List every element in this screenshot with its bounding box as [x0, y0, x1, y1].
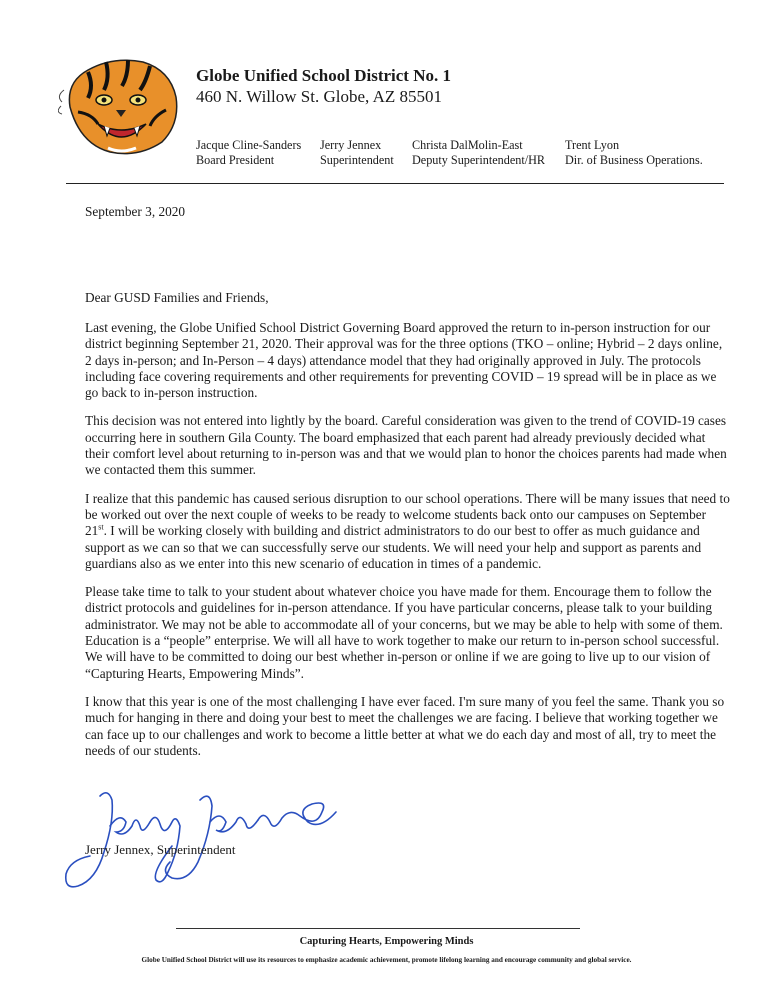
official-title: Board President	[196, 153, 275, 167]
letter-body	[85, 320, 730, 771]
official-board-president	[196, 138, 301, 168]
district-name: Globe Unified School District No. 1	[196, 66, 451, 85]
handwritten-signature	[60, 782, 340, 897]
paragraph-text: I realize that this pandemic has caused serious disruption to our school operations. There will be many issues that need to be worked out over the next couple of weeks to be ready to welcome students back onto our campuses on September 21	[85, 490, 730, 539]
official-name: Jacque Cline-Sanders	[196, 138, 302, 152]
ordinal-suffix: st	[98, 522, 104, 532]
letter-salutation: Dear GUSD Families and Friends,	[85, 290, 269, 305]
footer-motto: Capturing Hearts, Empowering Minds	[299, 936, 474, 947]
district-address: 460 N. Willow St. Globe, AZ 85501	[196, 87, 442, 106]
letter-paragraph: This decision was not entered into lightly by the board. Careful consideration was given to the trend of COVID-19 cases occurring here in southern Gila County. The board emphasized that each parent had already previously decided what their comfort level about returning to in-person was and that we would plan to honor the choices parents had made when we contacted them this summer.	[85, 413, 727, 478]
letter-paragraph: Please take time to talk to your student about whatever choice you have made for them. Encourage them to follow the district protocols and guidelines for in-person attendance. If you have particular concerns, please talk to your building administrator. We may not be able to accommodate all of your concerns, but we may be able to help with some of them. Education is a “people” enterprise. We will all have to work together to make our return to in-person school successful. We will have to be committed to doing our best whether in-person or online if we are going to live up to our vision of “Capturing Hearts, Empowering Minds”.	[85, 584, 723, 681]
letter-paragraph	[85, 491, 730, 572]
official-deputy-superintendent	[412, 138, 545, 168]
footer-divider	[176, 928, 580, 929]
footer-mission-statement: Globe Unified School District will use its resources to emphasize academic achievement, promote lifelong learning and encourage community and global service.	[141, 956, 632, 964]
signature-name: Jerry Jennex, Superintendent	[85, 842, 236, 857]
official-name: Jerry Jennex	[320, 138, 382, 152]
letter-date: September 3, 2020	[85, 204, 186, 219]
paragraph-text: . I will be working closely with building and district administrators to do our best to offer as much guidance and support as we can so that we can successfully serve our students. We will need your help and support as parents and guardians also as we enter into this new scenario of education in times of a pandemic.	[85, 523, 702, 571]
official-title: Superintendent	[320, 153, 394, 167]
official-title: Deputy Superintendent/HR	[412, 153, 546, 167]
tiger-head-logo	[58, 52, 188, 162]
official-name: Trent Lyon	[565, 138, 620, 152]
official-name: Christa DalMolin-East	[412, 138, 523, 152]
letter-paragraph: I know that this year is one of the most challenging I have ever faced. I'm sure many of you feel the same. Thank you so much for hanging in there and doing your best to meet the challenges we are facing. I believe that working together we can face up to our challenges and work to become a little better at what we do each day and most of all, try to meet the needs of our students.	[85, 693, 725, 758]
official-superintendent	[320, 138, 394, 168]
letterhead-divider	[66, 183, 724, 184]
official-business-director	[565, 138, 703, 168]
letter-paragraph: Last evening, the Globe Unified School District Governing Board approved the return to in-person instruction for our district beginning September 21, 2020. Their approval was for the three options (TKO – online; Hybrid – 2 days online, 2 days in-person; and In-Person – 4 days) attendance model that they had originally approved in July. The protocols including face covering requirements and other requirements for preventing COVID – 19 spread will be in place as we go back to in-person instruction.	[85, 320, 723, 401]
official-title: Dir. of Business Operations.	[565, 153, 703, 167]
